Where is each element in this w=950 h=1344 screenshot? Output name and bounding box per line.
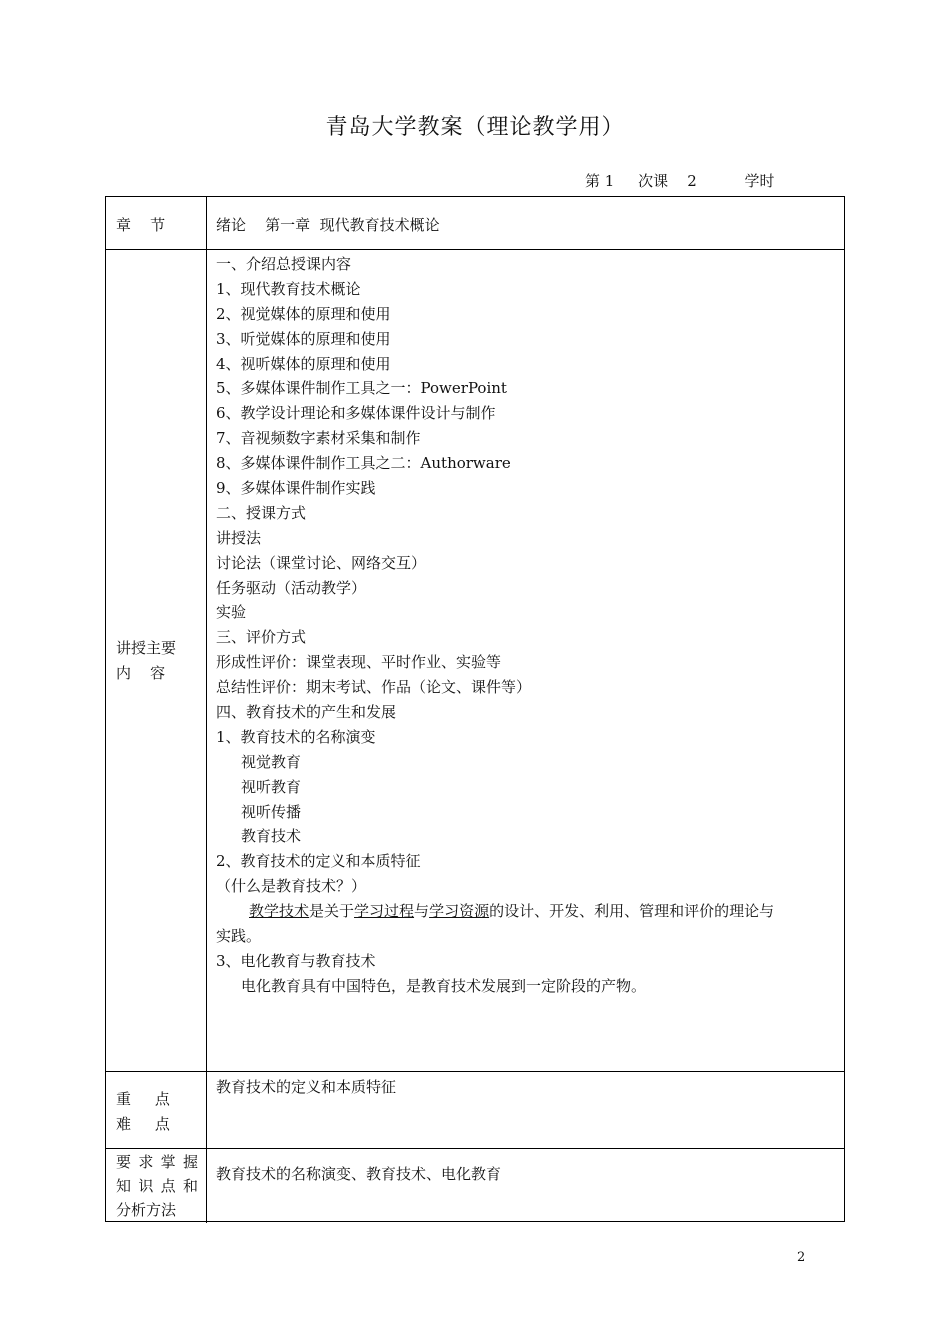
main-label-line1: 讲授主要 [116, 639, 177, 657]
master-row [106, 1149, 844, 1223]
definition-wrap-line: 实践。 [216, 927, 262, 946]
content-line: 1、现代教育技术概论 [216, 279, 361, 298]
content-line: 7、音视频数字素材采集和制作 [216, 429, 421, 448]
content-line: 视听教育 [241, 777, 302, 796]
content-line: 视听传播 [241, 802, 302, 821]
content-line: 三、评价方式 [216, 628, 307, 647]
content-line: 形成性评价：课堂表现、平时作业、实验等 [216, 653, 502, 672]
chapter-label-cell [106, 197, 207, 249]
chapter-content: 绪论 第一章 现代教育技术概论 [216, 216, 440, 234]
term-learning-resources: 学习资源 [429, 902, 490, 921]
session-info: 第 1 次课 2 学时 [585, 172, 775, 190]
content-line: 电化教育具有中国特色，是教育技术发展到一定阶段的产物。 [241, 976, 647, 995]
page-title: 青岛大学教案（理论教学用） [325, 115, 625, 140]
definition-line [216, 899, 836, 924]
definition-text: 是关于 [309, 902, 355, 921]
content-line: 讨论法（课堂讨论、网络交互） [216, 553, 427, 572]
definition-text: 的设计、开发、利用、管理和评价的理论与 [489, 902, 775, 921]
master-label-line1: 要 求 掌 握 [116, 1153, 198, 1171]
key-label-cell [106, 1072, 207, 1148]
master-label-cell [106, 1149, 207, 1223]
content-line: 讲授法 [216, 528, 262, 547]
content-line: 任务驱动（活动教学） [216, 578, 367, 597]
content-line: 4、视听媒体的原理和使用 [216, 354, 391, 373]
content-line: 视觉教育 [241, 752, 302, 771]
key-label-line1: 重 点 [116, 1090, 170, 1108]
main-content-row [106, 250, 844, 1072]
main-content [216, 252, 836, 999]
definition-text: 与 [414, 902, 430, 921]
main-label-cell [106, 250, 207, 1071]
content-line: 6、教学设计理论和多媒体课件设计与制作 [216, 404, 496, 423]
content-line: 一、介绍总授课内容 [216, 255, 352, 273]
content-line: 5、多媒体课件制作工具之一：PowerPoint [216, 379, 507, 398]
term-educational-technology: 教学技术 [249, 902, 310, 921]
content-line: 1、教育技术的名称演变 [216, 727, 376, 746]
content-line: 二、授课方式 [216, 503, 307, 522]
chapter-label: 章 节 [116, 216, 166, 234]
content-line: 8、多媒体课件制作工具之二：Authorware [216, 454, 511, 473]
chapter-row [106, 197, 844, 250]
content-line: 3、电化教育与教育技术 [216, 951, 376, 970]
master-content: 教育技术的名称演变、教育技术、电化教育 [216, 1165, 502, 1183]
master-label-line3: 分析方法 [116, 1201, 177, 1219]
content-line: 教育技术 [241, 827, 302, 846]
content-line: 2、教育技术的定义和本质特征 [216, 852, 421, 871]
content-line: 9、多媒体课件制作实践 [216, 479, 376, 498]
key-label-line2: 难 点 [116, 1115, 170, 1133]
content-line: 3、听觉媒体的原理和使用 [216, 329, 391, 348]
content-line: 四、教育技术的产生和发展 [216, 703, 397, 722]
main-label-line2: 内 容 [116, 664, 166, 682]
content-line: （什么是教育技术？） [216, 877, 367, 896]
content-line: 2、视觉媒体的原理和使用 [216, 304, 391, 323]
key-content: 教育技术的定义和本质特征 [216, 1078, 397, 1096]
master-label-line2: 知 识 点 和 [116, 1177, 198, 1195]
content-line: 实验 [216, 603, 247, 622]
content-line: 总结性评价：期末考试、作品（论文、课件等） [216, 678, 532, 697]
page-number: 2 [797, 1250, 806, 1265]
term-learning-process: 学习过程 [354, 902, 415, 921]
key-points-row [106, 1072, 844, 1149]
lesson-plan-table [105, 196, 845, 1222]
